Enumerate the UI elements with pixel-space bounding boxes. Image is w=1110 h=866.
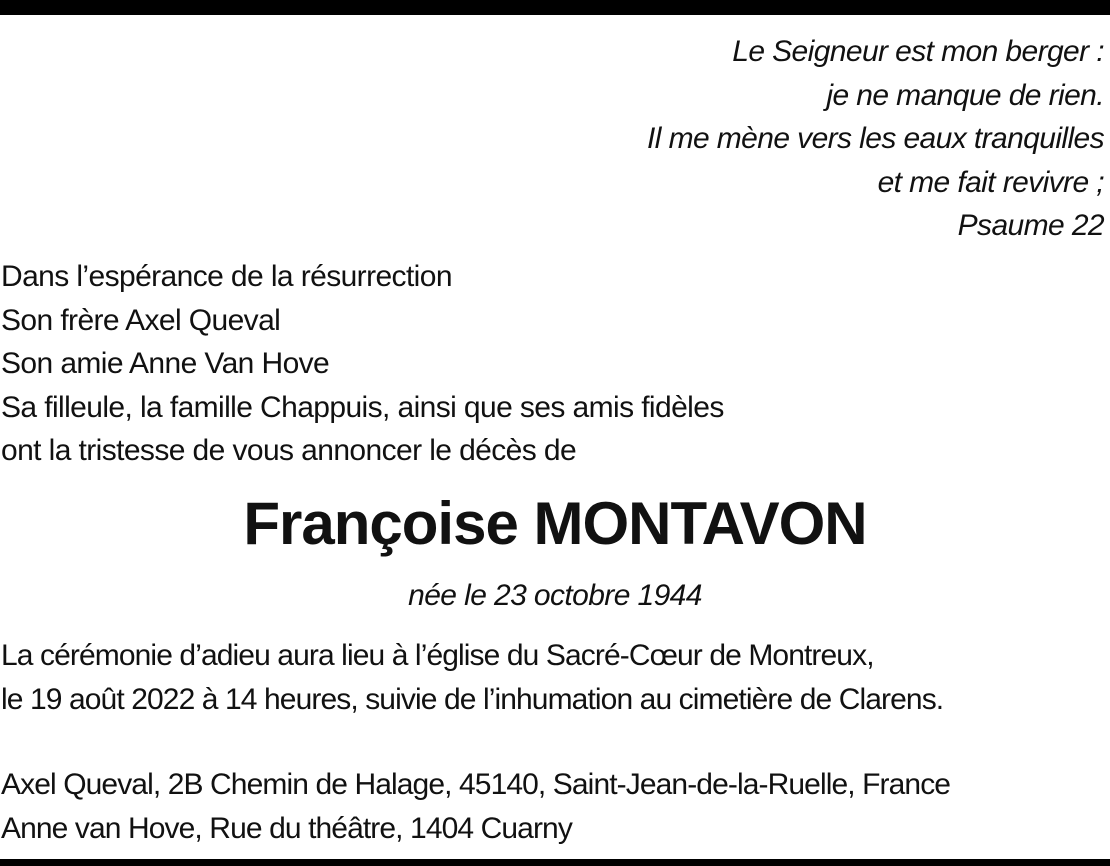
birth-date: née le 23 octobre 1944 bbox=[408, 579, 702, 612]
address-line: Axel Queval, 2B Chemin de Halage, 45140, Saint-Jean-de-la-Ruelle, France bbox=[1, 768, 951, 801]
intro-line: Son frère Axel Queval bbox=[1, 303, 281, 337]
intro-line: Son amie Anne Van Hove bbox=[1, 347, 330, 380]
verse-reference: Psaume 22 bbox=[957, 209, 1104, 242]
verse-line: Il me mène vers les eaux tranquilles bbox=[647, 122, 1104, 155]
intro-line: Dans l’espérance de la résurrection bbox=[1, 260, 452, 293]
bottom-border-rule bbox=[0, 859, 1110, 866]
ceremony-line: La cérémonie d’adieu aura lieu à l’église du Sacré-Cœur de Montreux, bbox=[1, 639, 874, 672]
contact-addresses bbox=[1, 763, 1101, 850]
verse-line: Le Seigneur est mon berger : bbox=[732, 35, 1104, 68]
verse-line: et me fait revivre ; bbox=[877, 165, 1104, 199]
announcement-intro bbox=[1, 255, 1101, 473]
intro-line: Sa filleule, la famille Chappuis, ainsi que ses amis fidèles bbox=[1, 390, 724, 424]
address-line: Anne van Hove, Rue du théâtre, 1404 Cuarny bbox=[1, 811, 572, 845]
scripture-verse bbox=[404, 30, 1104, 248]
verse-line: je ne manque de rien. bbox=[826, 78, 1104, 112]
top-border-rule bbox=[0, 0, 1110, 15]
ceremony-line: le 19 août 2022 à 14 heures, suivie de l’inhumation au cimetière de Clarens. bbox=[1, 682, 944, 716]
deceased-name: Françoise MONTAVON bbox=[243, 490, 867, 557]
intro-line: ont la tristesse de vous annoncer le décès de bbox=[1, 434, 577, 467]
ceremony-details bbox=[1, 634, 1101, 721]
